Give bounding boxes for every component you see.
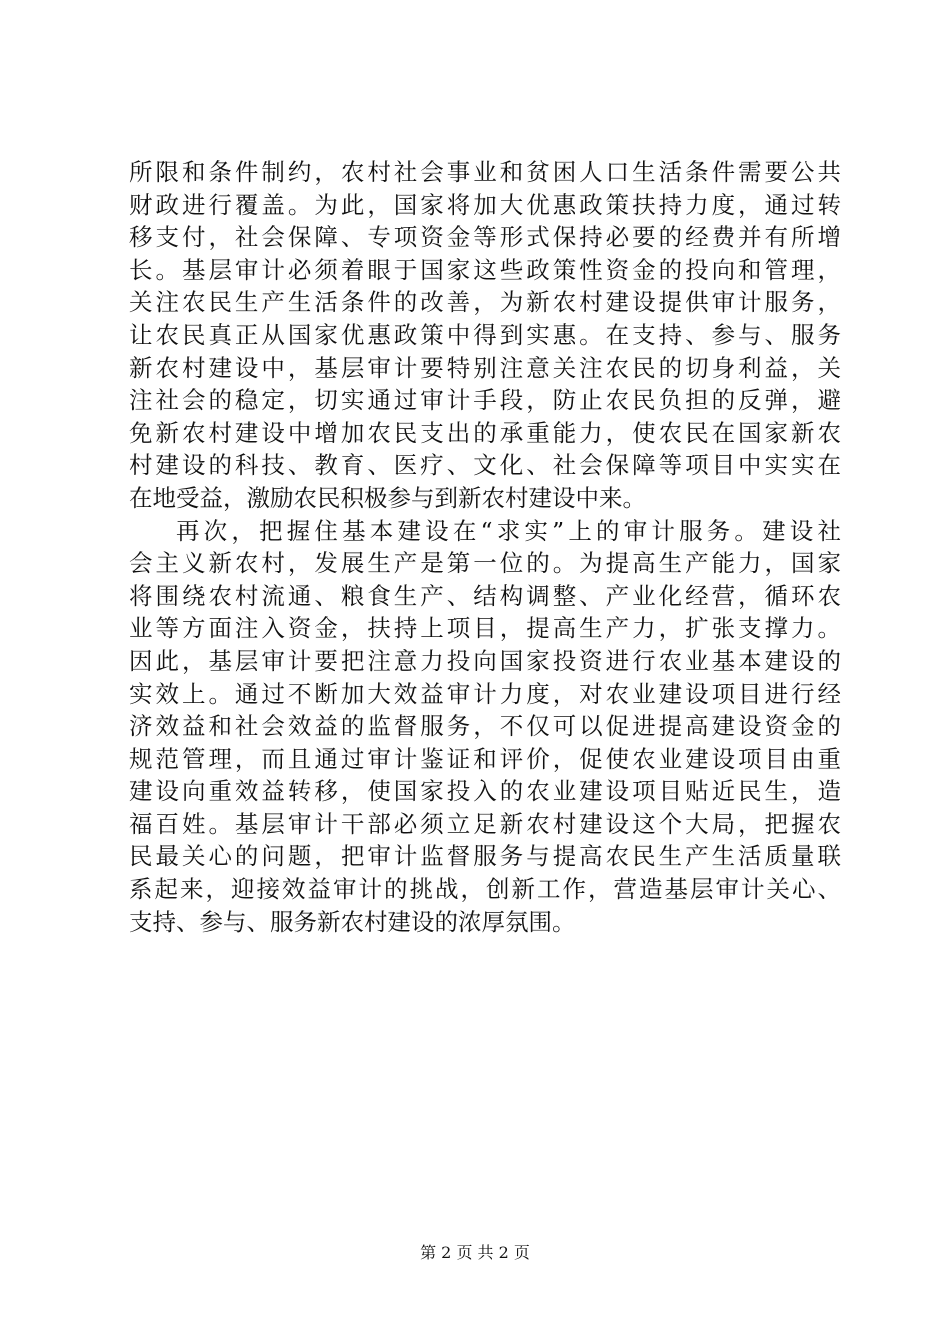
text-line: 系起来，迎接效益审计的挑战，创新工作，营造基层审计关心、 [129,875,841,904]
text-line: 长。基层审计必须着眼于国家这些政策性资金的投向和管理， [129,255,841,284]
text-line: 关注农民生产生活条件的改善，为新农村建设提供审计服务， [129,288,841,317]
text-line: 所限和条件制约，农村社会事业和贫困人口生活条件需要公共 [129,158,841,186]
page-footer [0,1243,950,1263]
paragraph-2 [129,515,841,939]
text-line: 免新农村建设中增加农民支出的承重能力，使农民在国家新农 [129,418,841,447]
text-line: 村建设的科技、教育、医疗、文化、社会保障等项目中实实在 [129,451,841,480]
text-line: 民最关心的问题，把审计监督服务与提高农民生产生活质量联 [129,842,841,871]
text-line: 福百姓。基层审计干部必须立足新农村建设这个大局，把握农 [129,809,841,838]
text-line: 业等方面注入资金，扶持上项目，提高生产力，扩张支撑力。 [129,614,841,643]
text-line: 将围绕农村流通、粮食生产、结构调整、产业化经营，循环农 [129,581,841,610]
text-line: 再次，把握住基本建设在“求实”上的审计服务。建设社 [176,516,841,545]
text-line: 新农村建设中，基层审计要特别注意关注农民的切身利益，关 [129,353,841,382]
text-line: 让农民真正从国家优惠政策中得到实惠。在支持、参与、服务 [129,320,841,349]
text-line: 规范管理，而且通过审计鉴证和评价，促使农业建设项目由重 [129,744,841,773]
text-line: 因此，基层审计要把注意力投向国家投资进行农业基本建设的 [129,646,841,675]
text-line: 实效上。通过不断加大效益审计力度，对农业建设项目进行经 [129,679,841,708]
document-body [129,156,841,938]
text-line: 济效益和社会效益的监督服务，不仅可以促进提高建设资金的 [129,712,841,741]
text-line: 移支付，社会保障、专项资金等形式保持必要的经费并有所增 [129,223,841,252]
paragraph-1 [129,156,841,515]
text-line: 注社会的稳定，切实通过审计手段，防止农民负担的反弹，避 [129,386,841,415]
text-line: 建设向重效益转移，使国家投入的农业建设项目贴近民生，造 [129,777,841,806]
page-number: 第 2 页 共 2 页 [420,1243,530,1262]
text-line: 财政进行覆盖。为此，国家将加大优惠政策扶持力度，通过转 [129,190,841,219]
text-line: 会主义新农村，发展生产是第一位的。为提高生产能力，国家 [129,549,841,578]
text-line: 在地受益，激励农民积极参与到新农村建设中来。 [129,483,646,512]
text-line: 支持、参与、服务新农村建设的浓厚氛围。 [129,907,576,936]
